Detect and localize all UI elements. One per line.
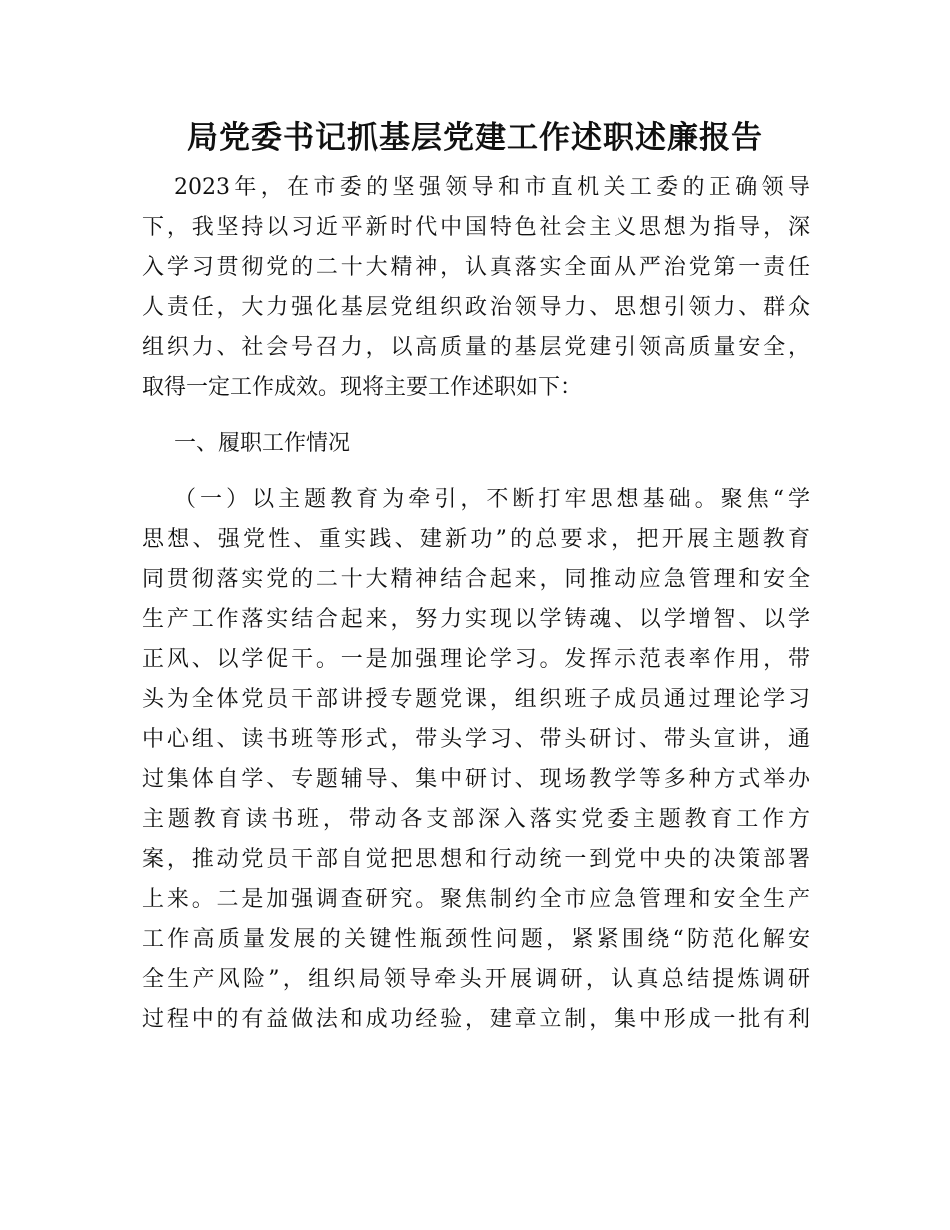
section-line: 上来。二是加强调查研究。聚焦制约全市应急管理和安全生产 (142, 887, 810, 912)
section-line: 主题教育读书班，带动各支部深入落实党委主题教育工作方 (142, 807, 810, 832)
section-line: （一）以主题教育为牵引，不断打牢思想基础。聚焦“学 (174, 487, 810, 512)
section-line: 同贯彻落实党的二十大精神结合起来，同推动应急管理和安全 (142, 567, 810, 592)
section-line: 正风、以学促干。一是加强理论学习。发挥示范表率作用，带 (142, 647, 810, 672)
intro-line: 人责任，大力强化基层党组织政治领导力、思想引领力、群众 (142, 295, 810, 320)
section-line: 思想、强党性、重实践、建新功”的总要求，把开展主题教育 (142, 527, 810, 552)
intro-line: 下，我坚持以习近平新时代中国特色社会主义思想为指导，深 (142, 215, 810, 240)
document-title: 局党委书记抓基层党建工作述职述廉报告 (187, 120, 763, 156)
section-line: 案，推动党员干部自觉把思想和行动统一到党中央的决策部署 (142, 847, 810, 872)
section-line: 中心组、读书班等形式，带头学习、带头研讨、带头宣讲，通 (142, 727, 810, 752)
document-body (142, 168, 810, 1040)
section-line: 头为全体党员干部讲授专题党课，组织班子成员通过理论学习 (142, 687, 810, 712)
section-line: 过程中的有益做法和成功经验，建章立制，集中形成一批有利 (142, 1007, 810, 1032)
intro-line: 组织力、社会号召力，以高质量的基层党建引领高质量安全， (142, 335, 810, 360)
section-line: 工作高质量发展的关键性瓶颈性问题，紧紧围绕“防范化解安 (142, 927, 810, 952)
section-line: 生产工作落实结合起来，努力实现以学铸魂、以学增智、以学 (142, 607, 810, 632)
intro-line: 取得一定工作成效。现将主要工作述职如下： (142, 375, 583, 400)
intro-line: 入学习贯彻党的二十大精神，认真落实全面从严治党第一责任 (142, 255, 810, 280)
section-line: 过集体自学、专题辅导、集中研讨、现场教学等多种方式举办 (142, 767, 810, 792)
intro-line: 2023年，在市委的坚强领导和市直机关工委的正确领导 (174, 175, 810, 200)
section-heading: 一、履职工作情况 (174, 431, 351, 456)
section-line: 全生产风险”，组织局领导牵头开展调研，认真总结提炼调研 (142, 967, 810, 992)
